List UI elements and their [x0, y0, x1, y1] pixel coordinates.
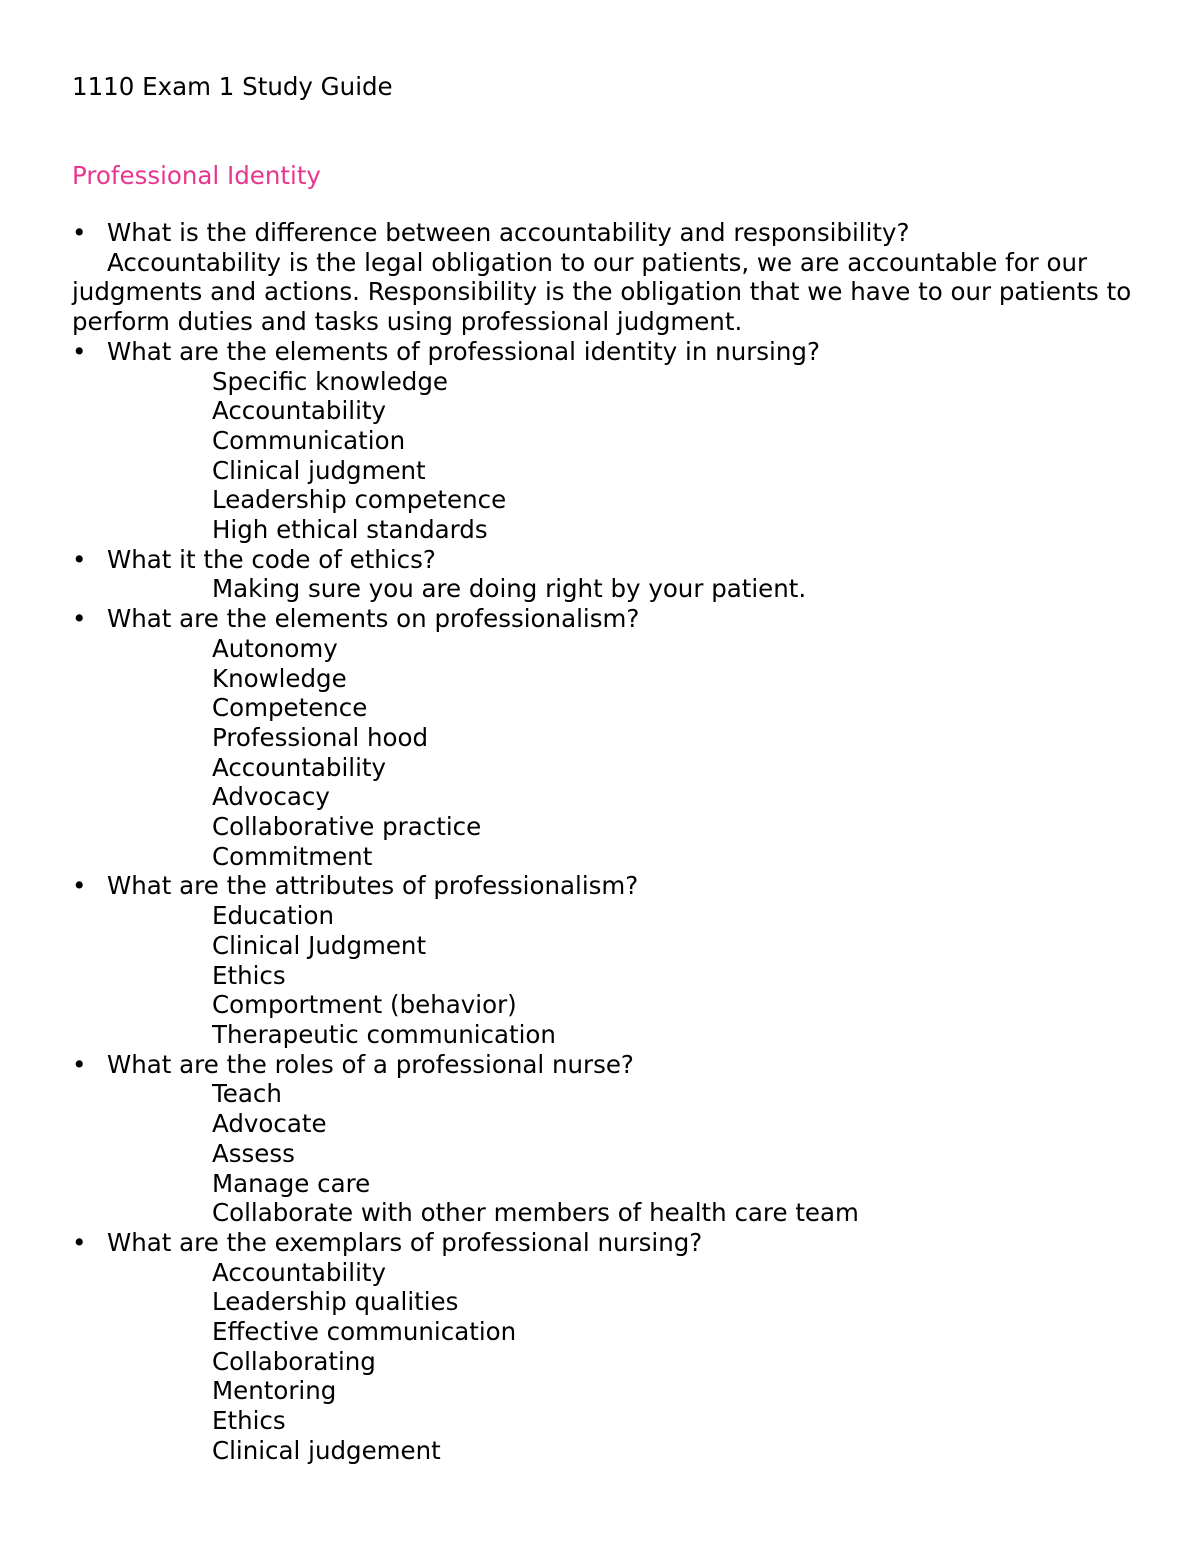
answer-item: Effective communication	[212, 1317, 517, 1347]
question-item	[72, 218, 1142, 337]
answer-list	[72, 1079, 1142, 1228]
question-list	[72, 218, 1142, 1466]
question-line	[72, 337, 1142, 367]
question-line	[72, 218, 1142, 248]
answer-item: Advocacy	[212, 782, 330, 812]
answer-item: Collaborating	[212, 1346, 376, 1376]
answer-item: Specific knowledge	[212, 366, 448, 396]
question-item	[72, 337, 1142, 545]
answer-item: Collaborative practice	[212, 812, 482, 842]
section-heading: Professional Identity	[72, 161, 321, 190]
answer-item: Commitment	[212, 841, 373, 871]
answer-item: Clinical judgment	[212, 455, 426, 485]
answer-list	[72, 634, 1142, 872]
question-text: What are the elements on professionalism?	[107, 604, 640, 634]
question-text: What are the exemplars of professional nursing?	[107, 1227, 703, 1257]
question-line	[72, 1228, 1142, 1258]
answer-list	[72, 1258, 1142, 1466]
answer-item: Advocate	[212, 1109, 327, 1139]
question-text: What it the code of ethics?	[107, 544, 436, 574]
bullet-icon: •	[72, 1227, 87, 1257]
answer-item: Competence	[212, 693, 368, 723]
answer-item: Accountability	[212, 752, 387, 782]
answer-item: Clinical Judgment	[212, 930, 427, 960]
question-line	[72, 1050, 1142, 1080]
answer-item: Leadership qualities	[212, 1287, 459, 1317]
answer-item: Making sure you are doing right by your patient.	[212, 574, 807, 604]
question-line	[72, 871, 1142, 901]
question-text: What is the difference between accountability and responsibility?	[107, 218, 910, 247]
document-page	[72, 70, 1142, 1466]
answer-item: Teach	[212, 1079, 282, 1109]
bullet-icon: •	[72, 544, 87, 574]
answer-item: Autonomy	[212, 633, 338, 663]
answer-item: Collaborate with other members of health care team	[212, 1198, 859, 1228]
answer-item: Accountability	[212, 396, 387, 426]
document-title: 1110 Exam 1 Study Guide	[72, 72, 393, 101]
answer-item: Clinical judgement	[212, 1435, 441, 1465]
answer-paragraph: Accountability is the legal obligation to our patients, we are accountable for our judgments and actions. Responsibility is the obligation that we have to our patients to perform duties and tasks using professional judgment.	[72, 247, 1132, 337]
answer-item: Manage care	[212, 1168, 371, 1198]
answer-item: Communication	[212, 425, 406, 455]
question-item	[72, 871, 1142, 1049]
bullet-icon: •	[72, 336, 87, 366]
question-line	[72, 545, 1142, 575]
question-text: What are the attributes of professionalism?	[107, 871, 639, 901]
answer-item: Therapeutic communication	[212, 1019, 556, 1049]
answer-item: Professional hood	[212, 722, 429, 752]
answer-item: Comportment (behavior)	[212, 990, 517, 1020]
bullet-icon: •	[72, 218, 87, 247]
answer-item: Knowledge	[212, 663, 347, 693]
answer-list	[72, 367, 1142, 545]
question-item	[72, 545, 1142, 604]
answer-item: Mentoring	[212, 1376, 337, 1406]
answer-list	[72, 901, 1142, 1050]
answer-list	[72, 574, 1142, 604]
bullet-icon: •	[72, 604, 87, 634]
answer-item: Education	[212, 901, 334, 931]
question-item	[72, 604, 1142, 871]
question-item	[72, 1228, 1142, 1466]
answer-item: Ethics	[212, 1406, 286, 1436]
question-text: What are the roles of a professional nurse?	[107, 1049, 634, 1079]
answer-item: Ethics	[212, 960, 286, 990]
bullet-icon: •	[72, 1049, 87, 1079]
bullet-icon: •	[72, 871, 87, 901]
answer-item: Leadership competence	[212, 485, 507, 515]
question-item	[72, 1050, 1142, 1228]
answer-item: High ethical standards	[212, 515, 488, 545]
answer-item: Assess	[212, 1138, 295, 1168]
answer-item: Accountability	[212, 1257, 387, 1287]
question-text: What are the elements of professional identity in nursing?	[107, 336, 820, 366]
question-line	[72, 604, 1142, 634]
